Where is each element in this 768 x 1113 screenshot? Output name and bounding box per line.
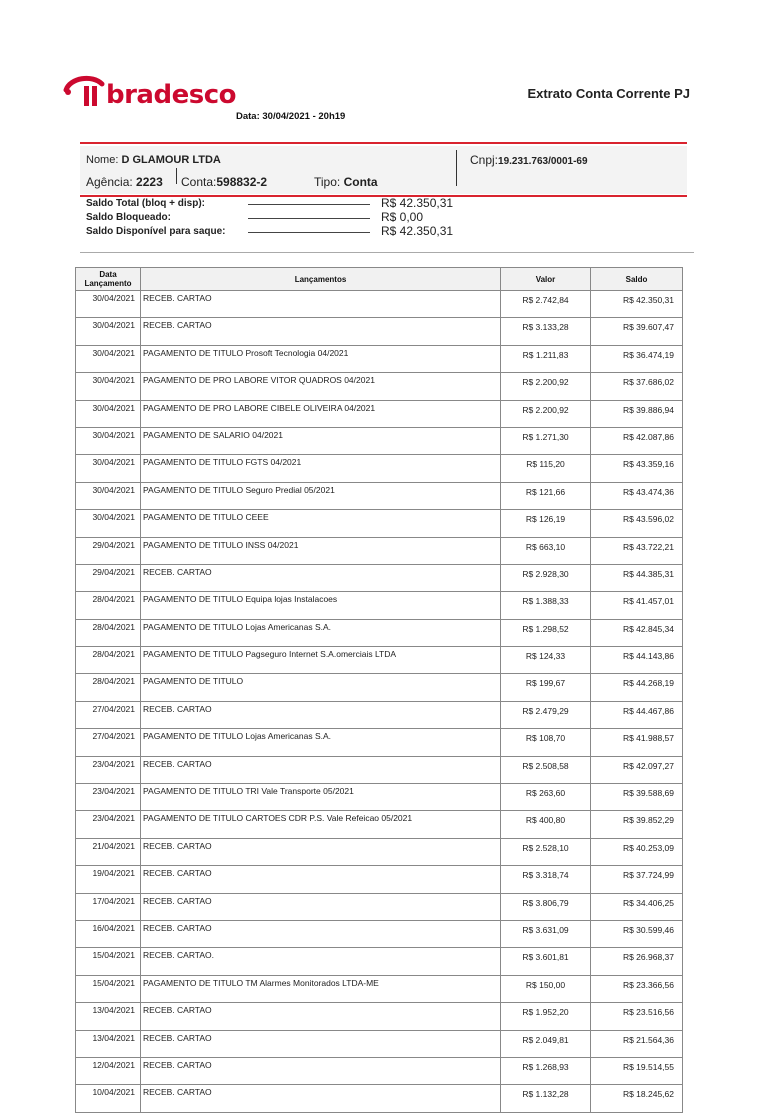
table-row	[76, 647, 683, 674]
table-row	[76, 1057, 683, 1084]
row-description: PAGAMENTO DE TITULO	[141, 674, 501, 701]
row-description: PAGAMENTO DE TITULO TM Alarmes Monitorados LTDA-ME	[141, 975, 501, 1002]
table-row	[76, 784, 683, 811]
row-saldo: R$ 34.406,25	[591, 893, 683, 920]
agencia-field: Agência: 2223	[86, 175, 163, 189]
row-description: PAGAMENTO DE TITULO INSS 04/2021	[141, 537, 501, 564]
account-info-box	[80, 146, 687, 194]
row-description: RECEB. CARTAO.	[141, 948, 501, 975]
row-saldo: R$ 26.968,37	[591, 948, 683, 975]
row-description: RECEB. CARTAO	[141, 318, 501, 345]
row-saldo: R$ 41.457,01	[591, 592, 683, 619]
row-saldo: R$ 44.268,19	[591, 674, 683, 701]
row-date: 30/04/2021	[76, 373, 141, 400]
field-divider	[176, 168, 177, 184]
cnpj-value: 19.231.763/0001-69	[498, 156, 588, 167]
row-valor: R$ 115,20	[501, 455, 591, 482]
row-description: RECEB. CARTAO	[141, 291, 501, 318]
dotted-leader	[248, 218, 370, 219]
row-date: 28/04/2021	[76, 619, 141, 646]
row-valor: R$ 124,33	[501, 647, 591, 674]
row-description: PAGAMENTO DE PRO LABORE CIBELE OLIVEIRA 04/2021	[141, 400, 501, 427]
row-valor: R$ 3.806,79	[501, 893, 591, 920]
row-date: 29/04/2021	[76, 537, 141, 564]
conta-field: Conta:598832-2	[181, 175, 268, 189]
row-saldo: R$ 39.886,94	[591, 400, 683, 427]
row-saldo: R$ 41.988,57	[591, 729, 683, 756]
table-row	[76, 920, 683, 947]
row-description: RECEB. CARTAO	[141, 1085, 501, 1112]
row-valor: R$ 1.298,52	[501, 619, 591, 646]
row-valor: R$ 1.271,30	[501, 427, 591, 454]
row-date: 13/04/2021	[76, 1030, 141, 1057]
row-date: 21/04/2021	[76, 838, 141, 865]
table-row	[76, 510, 683, 537]
row-valor: R$ 150,00	[501, 975, 591, 1002]
row-valor: R$ 2.200,92	[501, 400, 591, 427]
dotted-leader	[248, 232, 370, 233]
table-row	[76, 893, 683, 920]
row-saldo: R$ 23.516,56	[591, 1003, 683, 1030]
row-description: RECEB. CARTAO	[141, 838, 501, 865]
document-title: Extrato Conta Corrente PJ	[527, 86, 690, 101]
row-saldo: R$ 42.097,27	[591, 756, 683, 783]
header-lancamentos: Lançamentos	[141, 268, 501, 291]
table-row	[76, 455, 683, 482]
transactions-body	[76, 291, 683, 1113]
row-saldo: R$ 43.359,16	[591, 455, 683, 482]
row-valor: R$ 1.132,28	[501, 1085, 591, 1112]
row-valor: R$ 400,80	[501, 811, 591, 838]
row-saldo: R$ 37.686,02	[591, 373, 683, 400]
row-description: RECEB. CARTAO	[141, 1057, 501, 1084]
cnpj-divider	[456, 150, 457, 186]
row-valor: R$ 1.268,93	[501, 1057, 591, 1084]
table-row	[76, 291, 683, 318]
row-description: RECEB. CARTAO	[141, 893, 501, 920]
row-description: RECEB. CARTAO	[141, 756, 501, 783]
document-date: Data: 30/04/2021 - 20h19	[236, 111, 346, 122]
table-header-row	[76, 268, 683, 291]
row-description: PAGAMENTO DE PRO LABORE VITOR QUADROS 04/2021	[141, 373, 501, 400]
row-valor: R$ 1.952,20	[501, 1003, 591, 1030]
row-saldo: R$ 44.385,31	[591, 564, 683, 591]
row-saldo: R$ 21.564,36	[591, 1030, 683, 1057]
row-saldo: R$ 44.143,86	[591, 647, 683, 674]
row-saldo: R$ 43.722,21	[591, 537, 683, 564]
row-saldo: R$ 19.514,55	[591, 1057, 683, 1084]
table-row	[76, 729, 683, 756]
row-valor: R$ 1.388,33	[501, 592, 591, 619]
row-description: PAGAMENTO DE TITULO Pagseguro Internet S.A.omerciais LTDA	[141, 647, 501, 674]
row-description: PAGAMENTO DE TITULO TRI Vale Transporte 05/2021	[141, 784, 501, 811]
account-name: D GLAMOUR LTDA	[121, 154, 221, 166]
table-row	[76, 975, 683, 1002]
tipo-field: Tipo: Conta	[314, 175, 378, 189]
row-date: 30/04/2021	[76, 318, 141, 345]
row-date: 30/04/2021	[76, 400, 141, 427]
section-separator	[80, 252, 694, 253]
row-description: RECEB. CARTAO	[141, 1003, 501, 1030]
table-row	[76, 1085, 683, 1112]
row-valor: R$ 2.200,92	[501, 373, 591, 400]
table-row	[76, 701, 683, 728]
row-date: 13/04/2021	[76, 1003, 141, 1030]
header-valor: Valor	[501, 268, 591, 291]
row-description: PAGAMENTO DE TITULO FGTS 04/2021	[141, 455, 501, 482]
table-row	[76, 427, 683, 454]
row-valor: R$ 3.318,74	[501, 866, 591, 893]
agencia-value: 2223	[136, 175, 163, 189]
row-date: 19/04/2021	[76, 866, 141, 893]
row-saldo: R$ 39.588,69	[591, 784, 683, 811]
row-date: 30/04/2021	[76, 291, 141, 318]
brand-name: bradesco	[106, 80, 236, 110]
row-description: PAGAMENTO DE TITULO Lojas Americanas S.A.	[141, 729, 501, 756]
row-saldo: R$ 37.724,99	[591, 866, 683, 893]
row-valor: R$ 2.742,84	[501, 291, 591, 318]
row-valor: R$ 2.528,10	[501, 838, 591, 865]
row-date: 30/04/2021	[76, 482, 141, 509]
row-saldo: R$ 36.474,19	[591, 345, 683, 372]
row-date: 30/04/2021	[76, 427, 141, 454]
dotted-leader	[248, 204, 370, 205]
row-description: PAGAMENTO DE TITULO CARTOES CDR P.S. Vale Refeicao 05/2021	[141, 811, 501, 838]
row-description: RECEB. CARTAO	[141, 866, 501, 893]
row-valor: R$ 2.928,30	[501, 564, 591, 591]
row-valor: R$ 2.479,29	[501, 701, 591, 728]
cnpj-field: Cnpj:19.231.763/0001-69	[470, 153, 588, 167]
row-description: PAGAMENTO DE TITULO Equipa lojas Instalacoes	[141, 592, 501, 619]
table-row	[76, 619, 683, 646]
table-row	[76, 1003, 683, 1030]
saldo-disponivel-label: Saldo Disponível para saque:	[86, 226, 226, 237]
name-field: Nome: D GLAMOUR LTDA	[86, 154, 221, 166]
table-row	[76, 592, 683, 619]
row-valor: R$ 2.049,81	[501, 1030, 591, 1057]
row-valor: R$ 3.601,81	[501, 948, 591, 975]
row-description: PAGAMENTO DE SALARIO 04/2021	[141, 427, 501, 454]
row-saldo: R$ 39.852,29	[591, 811, 683, 838]
row-date: 30/04/2021	[76, 345, 141, 372]
row-date: 15/04/2021	[76, 975, 141, 1002]
table-row	[76, 1030, 683, 1057]
row-description: RECEB. CARTAO	[141, 701, 501, 728]
row-date: 27/04/2021	[76, 729, 141, 756]
row-date: 23/04/2021	[76, 811, 141, 838]
row-valor: R$ 3.133,28	[501, 318, 591, 345]
row-date: 28/04/2021	[76, 647, 141, 674]
row-description: PAGAMENTO DE TITULO Lojas Americanas S.A.	[141, 619, 501, 646]
row-saldo: R$ 43.596,02	[591, 510, 683, 537]
row-saldo: R$ 23.366,56	[591, 975, 683, 1002]
table-row	[76, 866, 683, 893]
row-valor: R$ 663,10	[501, 537, 591, 564]
row-saldo: R$ 43.474,36	[591, 482, 683, 509]
saldo-bloqueado-label: Saldo Bloqueado:	[86, 212, 171, 223]
row-date: 23/04/2021	[76, 784, 141, 811]
row-valor: R$ 3.631,09	[501, 920, 591, 947]
row-date: 29/04/2021	[76, 564, 141, 591]
row-valor: R$ 108,70	[501, 729, 591, 756]
row-saldo: R$ 44.467,86	[591, 701, 683, 728]
table-row	[76, 373, 683, 400]
row-valor: R$ 2.508,58	[501, 756, 591, 783]
row-date: 23/04/2021	[76, 756, 141, 783]
row-description: RECEB. CARTAO	[141, 1030, 501, 1057]
table-row	[76, 674, 683, 701]
table-row	[76, 756, 683, 783]
row-valor: R$ 126,19	[501, 510, 591, 537]
row-valor: R$ 199,67	[501, 674, 591, 701]
header-data-lancamento: Data Lançamento	[76, 268, 141, 291]
row-description: RECEB. CARTAO	[141, 920, 501, 947]
row-date: 16/04/2021	[76, 920, 141, 947]
row-saldo: R$ 40.253,09	[591, 838, 683, 865]
row-date: 27/04/2021	[76, 701, 141, 728]
table-row	[76, 318, 683, 345]
row-date: 28/04/2021	[76, 592, 141, 619]
row-saldo: R$ 42.350,31	[591, 291, 683, 318]
saldo-total-label: Saldo Total (bloq + disp):	[86, 198, 205, 209]
row-date: 30/04/2021	[76, 510, 141, 537]
row-description: PAGAMENTO DE TITULO Seguro Predial 05/2021	[141, 482, 501, 509]
table-row	[76, 838, 683, 865]
table-row	[76, 482, 683, 509]
header-saldo: Saldo	[591, 268, 683, 291]
row-description: RECEB. CARTAO	[141, 564, 501, 591]
row-saldo: R$ 39.607,47	[591, 318, 683, 345]
row-date: 15/04/2021	[76, 948, 141, 975]
row-date: 12/04/2021	[76, 1057, 141, 1084]
saldo-bloqueado-value: R$ 0,00	[381, 210, 424, 224]
tipo-value: Conta	[343, 175, 378, 189]
row-description: PAGAMENTO DE TITULO CEEE	[141, 510, 501, 537]
row-saldo: R$ 30.599,46	[591, 920, 683, 947]
table-row	[76, 948, 683, 975]
row-saldo: R$ 42.845,34	[591, 619, 683, 646]
saldo-total-value: R$ 42.350,31	[381, 196, 454, 210]
row-valor: R$ 121,66	[501, 482, 591, 509]
row-date: 30/04/2021	[76, 455, 141, 482]
row-saldo: R$ 42.087,86	[591, 427, 683, 454]
table-row	[76, 537, 683, 564]
row-valor: R$ 263,60	[501, 784, 591, 811]
row-saldo: R$ 18.245,62	[591, 1085, 683, 1112]
saldo-disponivel-value: R$ 42.350,31	[381, 224, 454, 238]
conta-value: 598832-2	[216, 175, 268, 189]
table-row	[76, 345, 683, 372]
row-description: PAGAMENTO DE TITULO Prosoft Tecnologia 04/2021	[141, 345, 501, 372]
row-date: 10/04/2021	[76, 1085, 141, 1112]
row-valor: R$ 1.211,83	[501, 345, 591, 372]
table-row	[76, 811, 683, 838]
transactions-table	[75, 267, 683, 1113]
row-date: 28/04/2021	[76, 674, 141, 701]
table-row	[76, 400, 683, 427]
table-row	[76, 564, 683, 591]
row-date: 17/04/2021	[76, 893, 141, 920]
header-divider	[80, 142, 687, 144]
